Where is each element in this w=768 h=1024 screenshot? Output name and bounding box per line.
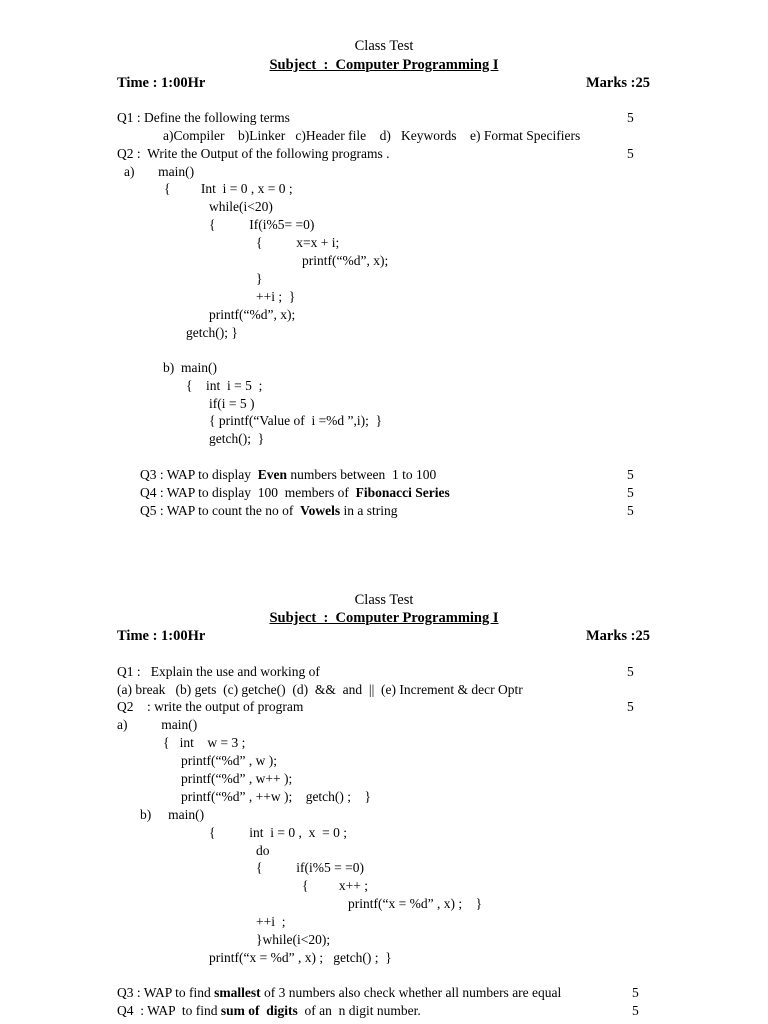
- code-line: b) main(): [163, 360, 217, 375]
- code-line: }: [256, 271, 263, 286]
- test1-q4-marks: 5: [627, 485, 634, 500]
- code-line: printf(“x = %d” , x) ; }: [348, 896, 483, 911]
- test2-q4-marks: 5: [632, 1003, 639, 1018]
- code-line: printf(“x = %d” , x) ; getch() ; }: [209, 950, 392, 965]
- code-line: { int w = 3 ;: [163, 735, 246, 750]
- test2-q3-marks: 5: [632, 985, 639, 1000]
- test2-subject: Subject : Computer Programming I: [269, 610, 499, 626]
- code-line: { x=x + i;: [256, 235, 340, 250]
- code-line: { x++ ;: [302, 878, 368, 893]
- code-line: { int i = 5 ;: [186, 378, 263, 393]
- code-line: printf(“%d” , w++ );: [181, 771, 293, 786]
- test2-q3: Q3 : WAP to find smallest of 3 numbers also check whether all numbers are equal: [117, 985, 562, 1000]
- test2-q2: Q2 : write the output of program: [117, 699, 304, 714]
- code-line: a) main(): [124, 164, 195, 179]
- code-line: printf(“%d” , ++w ); getch() ; }: [181, 789, 372, 804]
- code-line: { printf(“Value of i =%d ”,i); }: [209, 413, 383, 428]
- test2-title: Class Test: [354, 592, 414, 608]
- test1-title: Class Test: [354, 38, 414, 54]
- code-line: { If(i%5= =0): [209, 217, 315, 232]
- test1-q1-marks: 5: [627, 110, 634, 125]
- test1-q2: Q2 : Write the Output of the following programs .: [117, 146, 390, 161]
- test2-q2-marks: 5: [627, 699, 634, 714]
- code-line: while(i<20): [209, 199, 273, 214]
- code-line: getch(); }: [209, 431, 265, 446]
- code-line: printf(“%d”, x);: [209, 307, 296, 322]
- code-line: a) main(): [117, 717, 198, 732]
- code-line: ++i ;: [256, 914, 286, 929]
- code-line: ++i ; }: [256, 289, 296, 304]
- test1-q3: Q3 : WAP to display Even numbers between 1 to 100: [140, 467, 437, 482]
- test2-time: Time : 1:00Hr: [117, 628, 206, 644]
- test1-marks: Marks :25: [585, 75, 650, 91]
- test1-q1-items: a)Compiler b)Linker c)Header file d) Keywords e) Format Specifiers: [163, 128, 581, 143]
- test2-q1: Q1 : Explain the use and working of: [117, 664, 320, 679]
- test2-q1-marks: 5: [627, 664, 634, 679]
- code-line: printf(“%d” , w );: [181, 753, 277, 768]
- code-line: { Int i = 0 , x = 0 ;: [164, 181, 293, 196]
- code-line: { int i = 0 , x = 0 ;: [209, 825, 347, 840]
- code-line: do: [256, 843, 270, 858]
- test1-q5: Q5 : WAP to count the no of Vowels in a string: [140, 503, 398, 518]
- test2-marks: Marks :25: [585, 628, 650, 644]
- test1-q5-marks: 5: [627, 503, 634, 518]
- code-line: if(i = 5 ): [209, 396, 255, 411]
- test2-q4: Q4 : WAP to find sum of digits of an n digit number.: [117, 1003, 421, 1018]
- code-line: printf(“%d”, x);: [302, 253, 389, 268]
- test1-q3-marks: 5: [627, 467, 634, 482]
- test1-subject: Subject : Computer Programming I: [269, 57, 499, 73]
- code-line: b) main(): [140, 807, 205, 822]
- test2-q1-items: (a) break (b) gets (c) getche() (d) && and || (e) Increment & decr Optr: [117, 682, 523, 697]
- test1-q4: Q4 : WAP to display 100 members of Fibonacci Series: [140, 485, 450, 500]
- test1-time: Time : 1:00Hr: [117, 75, 206, 91]
- code-line: }while(i<20);: [256, 932, 331, 947]
- code-line: { if(i%5 = =0): [256, 860, 364, 875]
- test1-q2-marks: 5: [627, 146, 634, 161]
- code-line: getch(); }: [186, 325, 238, 340]
- test1-q1: Q1 : Define the following terms: [117, 110, 290, 125]
